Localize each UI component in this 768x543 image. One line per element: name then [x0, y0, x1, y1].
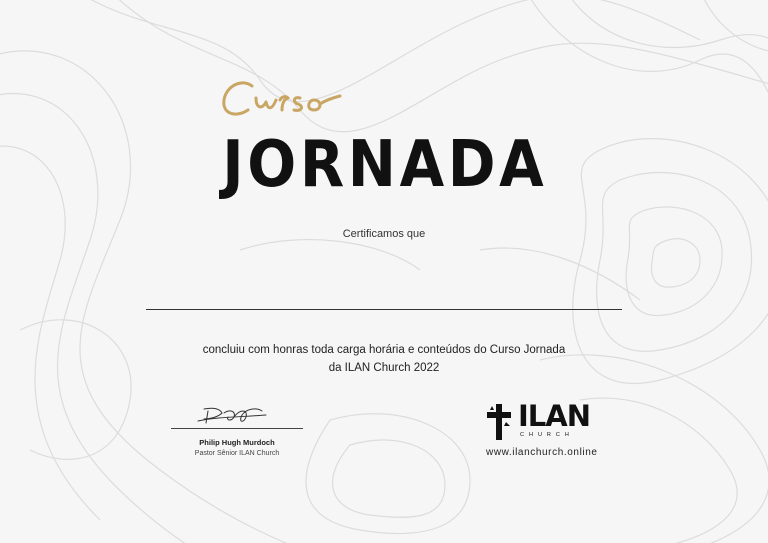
signer-name: Philip Hugh Murdoch — [199, 438, 275, 447]
certificate-body — [140, 341, 628, 377]
website-link[interactable]: www.ilanchurch.online — [486, 447, 598, 458]
logo-subtitle: CHURCH — [520, 432, 574, 438]
handwritten-signature — [190, 403, 270, 429]
body-line-2: da ILAN Church 2022 — [328, 362, 440, 374]
body-line-1: concluiu com honras toda carga horária e conteúdos do Curso Jornada — [202, 344, 566, 356]
certify-intro-text: Certificamos que — [342, 228, 426, 240]
script-title-curso — [218, 66, 348, 126]
logo-wordmark: ILAN — [518, 399, 590, 433]
signature-line — [171, 428, 303, 429]
signer-role: Pastor Sênior ILAN Church — [194, 450, 280, 457]
recipient-name-line — [146, 309, 622, 310]
certificate-title: JORNADA — [222, 128, 548, 202]
